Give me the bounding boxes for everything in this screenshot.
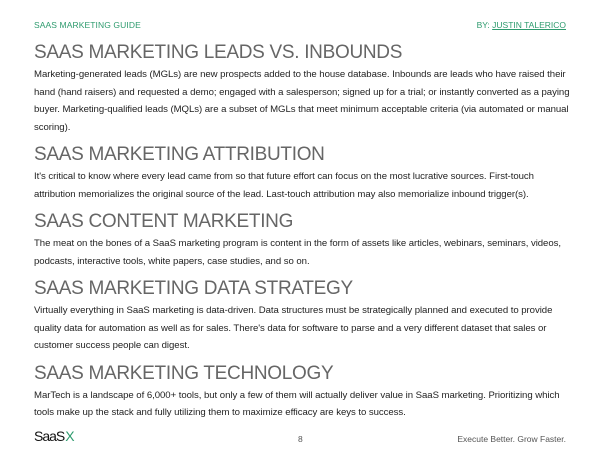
byline — [477, 20, 566, 30]
author-link[interactable]: JUSTIN TALERICO — [492, 20, 566, 30]
logo-text: SaaS — [34, 428, 65, 444]
section-heading: SAAS MARKETING DATA STRATEGY — [34, 278, 353, 299]
section-body: Marketing-generated leads (MGLs) are new prospects added to the house database. Inbounds are leads who have raised their hand (hand raisers) and requested a demo; engaged with a salesperson; signed up for a trial; or instantly converted as a paying buyer. Marketing-qualified leads (MQLs) are a subset of MGLs that meet minimum acceptable criteria (via automated or manual scoring). — [34, 69, 570, 133]
page-footer — [34, 428, 566, 448]
section-data-strategy — [34, 276, 574, 355]
section-body: Virtually everything in SaaS marketing is data-driven. Data structures must be strategically planned and executed to provide quality data for automation as well as for sales. There's data for software to parse and a very different dataset that sales or customer success people can digest. — [34, 305, 553, 351]
page-number: 8 — [298, 434, 303, 444]
page-header — [34, 20, 566, 34]
logo-x-mark: X — [65, 428, 74, 444]
section-heading: SAAS CONTENT MARKETING — [34, 211, 294, 232]
section-attribution — [34, 142, 574, 203]
section-leads-vs-inbounds — [34, 40, 574, 136]
section-heading: SAAS MARKETING TECHNOLOGY — [34, 362, 334, 384]
tagline: Execute Better. Grow Faster. — [457, 434, 566, 444]
section-technology — [34, 361, 574, 422]
section-body: It's critical to know where every lead came from so that future effort can focus on the most lucrative sources. First-touch attribution memorializes the original source of the lead. Last-touch attribution may also memorialize inbound trigger(s). — [34, 171, 534, 200]
section-body: MarTech is a landscape of 6,000+ tools, but only a few of them will actually deliver value in SaaS marketing. Prioritizing which tools make up the stack and fully utilizing them to maximize efficacy are keys to success. — [34, 389, 560, 418]
saasx-logo — [34, 428, 74, 444]
section-body: The meat on the bones of a SaaS marketing program is content in the form of assets like articles, webinars, seminars, videos, podcasts, interactive tools, white papers, case studies, and so on. — [34, 238, 561, 267]
guide-title: SAAS MARKETING GUIDE — [34, 20, 141, 30]
section-heading: SAAS MARKETING ATTRIBUTION — [34, 144, 325, 165]
section-content-marketing — [34, 209, 574, 270]
page-content — [34, 40, 574, 428]
section-heading: SAAS MARKETING LEADS VS. INBOUNDS — [34, 42, 403, 63]
byline-prefix: BY: — [476, 20, 493, 30]
